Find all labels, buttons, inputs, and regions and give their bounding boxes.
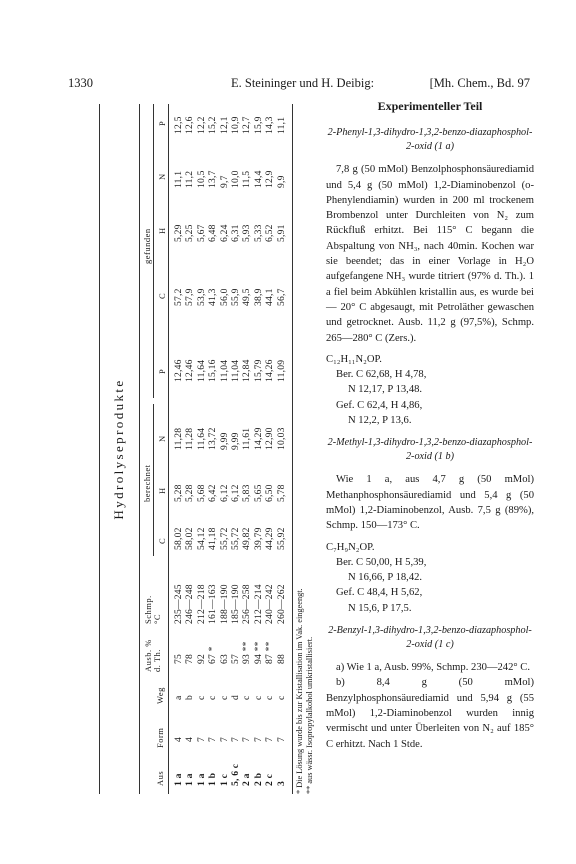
- table-cell-gef-h: 5,93: [241, 224, 253, 242]
- table-cell-gef-n: 10,5: [195, 170, 207, 188]
- table-header-bottom-rule: [168, 104, 169, 794]
- table-cell-weg: a: [173, 695, 184, 700]
- table-cell-weg: c: [252, 695, 264, 700]
- table-cell-weg: c: [218, 695, 230, 700]
- table-cell-ausb: 87 **: [264, 641, 276, 664]
- table-cell-weg: c: [264, 695, 276, 700]
- table-cell-gef-h: 5,91: [275, 224, 287, 242]
- table-cell-form: 7: [207, 737, 219, 742]
- berechnet-rule: [153, 404, 154, 556]
- header-gef-p: P: [157, 120, 167, 126]
- compound-1c-title: 2-Benzyl-1,3-dihydro-1,3,2-benzo-diazaphosphol-2-oxid (1 c): [328, 625, 532, 651]
- table-cell-gef-c: 56,0: [218, 288, 230, 306]
- table-cell-gef-h: 6,48: [207, 224, 219, 242]
- table-cell-form: 7: [264, 737, 276, 742]
- table-cell-ber-c: 54,12: [195, 527, 207, 550]
- table-cell-ausb: 92: [195, 654, 207, 664]
- header-aus: Aus: [155, 770, 165, 786]
- table-cell-gef-n: 10,0: [230, 170, 241, 188]
- table-cell-aus: 1 a: [173, 773, 184, 786]
- table-cell-gef-h: 5,25: [184, 224, 196, 242]
- table-cell-ber-p: 12,46: [184, 359, 196, 382]
- table-cell-ber-c: 41,18: [207, 527, 219, 550]
- table-cell-ber-h: 6,12: [230, 484, 241, 502]
- table-cell-gef-c: 57,2: [173, 288, 184, 306]
- compound-1b-title: 2-Methyl-1,3-dihydro-1,3,2-benzo-diazaphosphol-2-oxid (1 b): [327, 437, 533, 463]
- table-cell-gef-h: 5,33: [252, 224, 264, 242]
- compound-1a-formula: C₁₂H₁₁N₂OP.: [326, 353, 382, 365]
- header-gef-n: N: [157, 173, 167, 180]
- table-cell-gef-h: 5,29: [173, 224, 184, 242]
- compound-1b-calc-2: N 16,66, P 18,42.: [348, 572, 423, 584]
- table-cell-ber-p: 11,04: [218, 359, 230, 382]
- table-cell-aus: 2 b: [252, 772, 264, 786]
- table-cell-weg: b: [184, 695, 196, 700]
- table-cell-gef-p: 12,5: [173, 116, 184, 134]
- table-cell-schmp: 212—214: [252, 584, 264, 624]
- table-cell-form: 7: [241, 737, 253, 742]
- table-cell-aus: 1 b: [207, 772, 219, 786]
- compound-1b-found-1: Gef. C 48,4, H 5,62,: [336, 587, 423, 599]
- table-cell-gef-p: 12,6: [184, 116, 196, 134]
- table-top-rule: [99, 104, 100, 794]
- table-cell-weg: c: [195, 695, 207, 700]
- table-cell-ber-h: 5,28: [184, 484, 196, 502]
- table-cell-aus: 2 a: [241, 773, 253, 786]
- header-gefunden: gefunden: [142, 228, 152, 264]
- table-cell-gef-c: 38,9: [252, 288, 264, 306]
- table-cell-gef-c: 57,9: [184, 288, 196, 306]
- table-cell-form: 4: [173, 737, 184, 742]
- section-heading: Experimenteller Teil: [377, 99, 483, 113]
- table-cell-ber-c: 58,02: [184, 527, 196, 550]
- table-cell-ber-p: 12,46: [173, 359, 184, 382]
- compound-1a-title: 2-Phenyl-1,3-dihydro-1,3,2-benzo-diazaphosphol-2-oxid (1 a): [327, 127, 533, 153]
- header-ber-n: N: [157, 435, 167, 442]
- gefunden-rule: [153, 104, 154, 398]
- table-cell-gef-c: 44,1: [264, 288, 276, 306]
- table-cell-gef-p: 15,2: [207, 116, 219, 134]
- compound-1b-calc-1: Ber. C 50,00, H 5,39,: [336, 556, 427, 568]
- table-cell-ber-n: 11,64: [195, 427, 207, 450]
- table-cell-schmp: 212—218: [195, 584, 207, 624]
- running-authors: E. Steininger und H. Deibig:: [231, 76, 375, 90]
- table-cell-ber-n: 10,03: [275, 427, 287, 450]
- table-cell-ber-p: 11,09: [275, 359, 287, 382]
- compound-1a-calc-1: Ber. C 62,68, H 4,78,: [336, 369, 427, 381]
- table-cell-ber-c: 49,82: [241, 527, 253, 550]
- table-cell-gef-p: 12,1: [218, 116, 230, 134]
- table-cell-ber-c: 55,92: [275, 527, 287, 550]
- table-cell-ausb: 88: [275, 654, 287, 664]
- table-cell-aus: 1 a: [195, 773, 207, 786]
- header-form: Form: [155, 727, 165, 748]
- page-number: 1330: [68, 76, 93, 90]
- table-cell-gef-n: 11,2: [184, 170, 196, 188]
- table-cell-gef-h: 6,31: [230, 224, 241, 242]
- table-cell-ber-n: 12,90: [264, 427, 276, 450]
- compound-1b-found-2: N 15,6, P 17,5.: [348, 602, 412, 614]
- table-cell-ber-h: 5,83: [241, 484, 253, 502]
- table-cell-ber-n: 11,28: [173, 427, 184, 450]
- table-cell-gef-p: 15,9: [252, 116, 264, 134]
- table-cell-ber-n: 11,61: [241, 427, 253, 450]
- compound-1b-formula: C₇H₉N₂OP.: [326, 541, 375, 553]
- table-cell-weg: d: [230, 695, 241, 700]
- table-cell-gef-c: 55,9: [230, 288, 241, 306]
- table-cell-ber-h: 6,12: [218, 484, 230, 502]
- table-cell-gef-n: 11,5: [241, 170, 253, 188]
- table-cell-gef-c: 56,7: [275, 288, 287, 306]
- table-cell-gef-n: 9,9: [275, 175, 287, 188]
- table-cell-ber-p: 11,04: [230, 359, 241, 382]
- table-cell-weg: c: [241, 695, 253, 700]
- table-cell-schmp: 161—163: [207, 584, 219, 624]
- table-cell-ber-n: 11,28: [184, 427, 196, 450]
- table-cell-schmp: 246—248: [184, 584, 196, 624]
- table-cell-weg: c: [275, 695, 287, 700]
- table-cell-gef-c: 53,9: [195, 288, 207, 306]
- header-ber-c: C: [157, 537, 167, 544]
- table-cell-form: 7: [230, 737, 241, 742]
- table-cell-form: 7: [252, 737, 264, 742]
- table-cell-form: 7: [218, 737, 230, 742]
- running-journal: [Mh. Chem., Bd. 97: [429, 76, 530, 90]
- table-bottom-rule: [292, 104, 293, 794]
- footnote-1: * Die Lösung wurde bis zur Kristallisation im Vak. eingeengt.: [295, 588, 304, 794]
- table-cell-schmp: 240—242: [264, 584, 276, 624]
- table-cell-gef-p: 12,7: [241, 116, 253, 134]
- table-cell-ber-h: 6,42: [207, 484, 219, 502]
- table-cell-ausb: 93 **: [241, 641, 253, 664]
- table-cell-aus: 1 a: [184, 773, 196, 786]
- compound-1a-procedure: 7,8 g (50 mMol) Benzolphosphonsäurediamid und 5,4 g (50 mMol) 1,2-Diaminobenzol (o-Phenylendiamin) wurden in 200 ml trockenem Brombenzol unter Durchleiten von N₂ zum Rückfluß erhitzt. Bei 115° C begann die Abspaltung von NH₃, nach 40min. Kochen war sie beendet; das in einer Vorlage in H₂O aufgefangene NH₃ wurde titriert (97% d. Th.). 1 a fiel beim Abkühlen kristallin aus, es wurde bei — 20° C abgesaugt, mit Petroläther gewaschen und getrocknet. Ausb. 11,2 g (97,5%), Schmp. 265—280° C (Zers.).: [326, 164, 534, 344]
- table-cell-ber-n: 14,29: [252, 427, 264, 450]
- table-cell-gef-c: 41,3: [207, 288, 219, 306]
- table-cell-ber-h: 5,78: [275, 484, 287, 502]
- compound-1a-found-2: N 12,2, P 13,6.: [348, 415, 412, 427]
- table-cell-gef-h: 5,67: [195, 224, 207, 242]
- table-cell-ber-n: 9,99: [230, 432, 241, 450]
- hydrolysis-table: [95, 104, 317, 794]
- table-cell-gef-p: 14,3: [264, 116, 276, 134]
- table-cell-gef-c: 49,5: [241, 288, 253, 306]
- table-cell-aus: 5, 6 c: [230, 763, 241, 786]
- table-cell-ausb: 75: [173, 654, 184, 664]
- table-cell-gef-h: 6,52: [264, 224, 276, 242]
- table-cell-ber-c: 39,79: [252, 527, 264, 550]
- table-cell-ber-h: 5,65: [252, 484, 264, 502]
- compound-1a-found-1: Gef. C 62,4, H 4,86,: [336, 399, 423, 411]
- table-cell-gef-p: 11,1: [275, 116, 287, 134]
- table-cell-ber-h: 5,28: [173, 484, 184, 502]
- table-cell-form: 4: [184, 737, 196, 742]
- table-cell-ausb: 57: [230, 654, 241, 664]
- table-cell-ber-h: 5,68: [195, 484, 207, 502]
- table-cell-ber-c: 44,29: [264, 527, 276, 550]
- table-cell-ber-c: 55,72: [230, 527, 241, 550]
- table-cell-ber-p: 12,84: [241, 359, 253, 382]
- table-cell-ausb: 67 *: [207, 646, 219, 664]
- table-cell-ber-p: 14,26: [264, 359, 276, 382]
- table-cell-ausb: 78: [184, 654, 196, 664]
- table-cell-gef-n: 12,9: [264, 170, 276, 188]
- table-cell-ber-h: 6,50: [264, 484, 276, 502]
- table-cell-ber-p: 15,79: [252, 359, 264, 382]
- table-cell-schmp: 235—245: [173, 584, 184, 624]
- table-cell-gef-p: 12,2: [195, 116, 207, 134]
- header-weg: Weg: [155, 687, 165, 704]
- table-cell-aus: 1 c: [218, 773, 230, 786]
- table-cell-ber-c: 55,72: [218, 527, 230, 550]
- table-cell-form: 7: [275, 737, 287, 742]
- header-ausb: Ausb. % d. Th.: [143, 639, 162, 672]
- compound-1c-method-a: a) Wie 1 a, Ausb. 99%, Schmp. 230—242° C.: [336, 662, 530, 674]
- table-cell-gef-n: 11,1: [173, 170, 184, 188]
- compound-1c-method-b: b) 8,4 g (50 mMol) Benzylphosphonsäurediamid und 5,94 g (55 mMol) 1,2-Diaminobenzol wurden innig vermischt und unter Überleiten von N₂ auf 185° C erhitzt. Nach 1 Stde.: [326, 677, 534, 750]
- header-ber-p: P: [157, 368, 167, 374]
- table-cell-ber-n: 9,99: [218, 432, 230, 450]
- table-cell-ber-p: 11,64: [195, 359, 207, 382]
- header-gef-c: C: [157, 292, 167, 299]
- table-cell-gef-h: 6,24: [218, 224, 230, 242]
- table-cell-schmp: 256—258: [241, 584, 253, 624]
- table-cell-ausb: 94 **: [252, 641, 264, 664]
- table-cell-gef-n: 13,7: [207, 170, 219, 188]
- table-cell-schmp: 188—190: [218, 584, 230, 624]
- table-cell-gef-n: 9,7: [218, 175, 230, 188]
- footnote-2: ** aus wässr. Isopropylalkohol umkristallisiert.: [305, 636, 314, 794]
- header-ber-h: H: [157, 487, 167, 494]
- page-header: [68, 76, 530, 92]
- table-cell-form: 7: [195, 737, 207, 742]
- table-cell-gef-n: 14,4: [252, 170, 264, 188]
- table-cell-weg: c: [207, 695, 219, 700]
- table-cell-ber-n: 13,72: [207, 427, 219, 450]
- table-cell-ber-c: 58,02: [173, 527, 184, 550]
- table-cell-schmp: 185—190: [230, 584, 241, 624]
- header-berechnet: berechnet: [142, 464, 152, 502]
- experimental-section: [326, 96, 534, 752]
- compound-1a-calc-2: N 12,17, P 13,48.: [348, 384, 423, 396]
- table-cell-aus: 2 c: [264, 773, 276, 786]
- table-cell-ber-p: 15,16: [207, 359, 219, 382]
- compound-1b-procedure: Wie 1 a, aus 4,7 g (50 mMol) Methanphosphonsäurediamid und 5,4 g (50 mMol) 1,2-Diaminobenzol, Ausb. 7,5 g (89%), Schmp. 150—173° C.: [326, 474, 534, 532]
- table-cell-gef-p: 10,9: [230, 116, 241, 134]
- table-cell-aus: 3: [275, 781, 287, 786]
- table-cell-schmp: 260—262: [275, 584, 287, 624]
- header-schmp: Schmp. °C: [143, 595, 162, 624]
- table-title: Hydrolyseprodukte: [111, 378, 126, 520]
- header-gef-h: H: [157, 227, 167, 234]
- table-cell-ausb: 63: [218, 654, 230, 664]
- table-header-top-rule: [139, 104, 140, 794]
